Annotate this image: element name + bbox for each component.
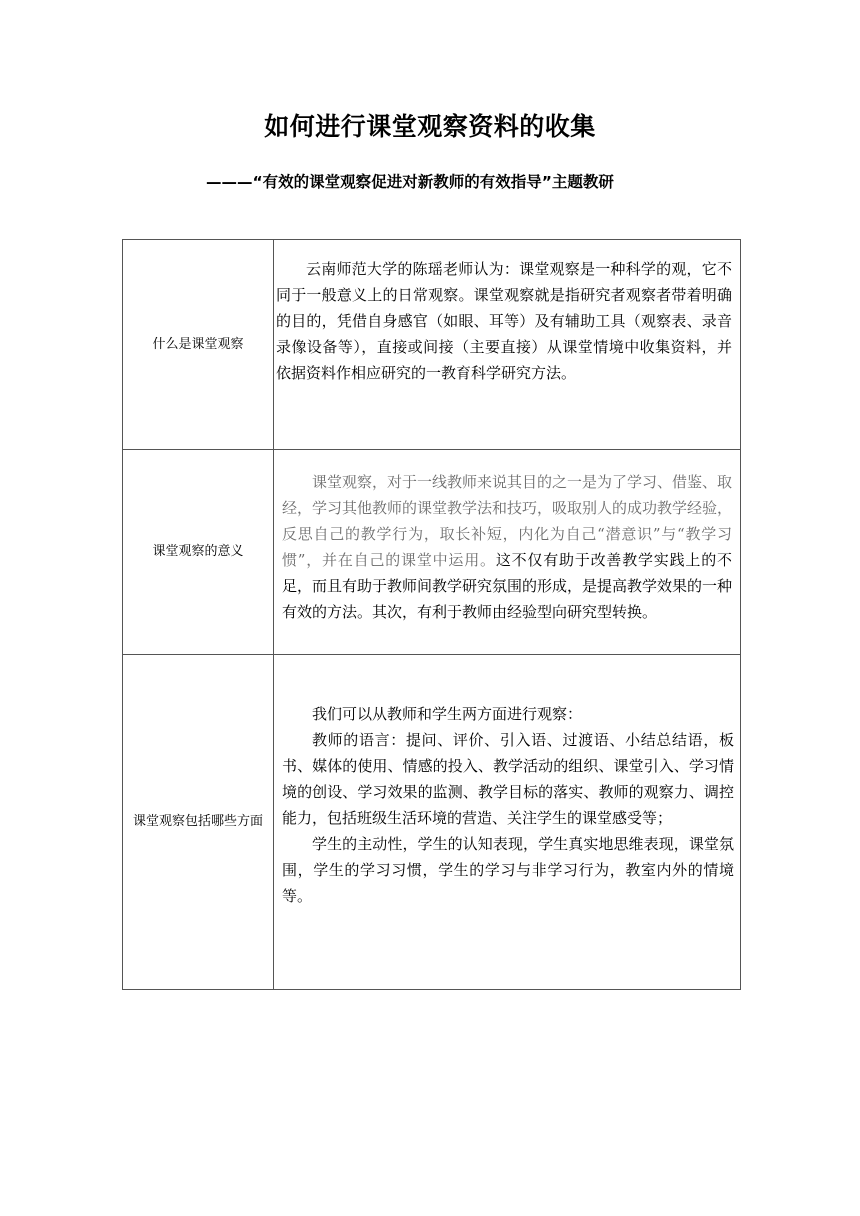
- table-row: [123, 655, 741, 990]
- row-label-aspects: 课堂观察包括哪些方面: [123, 655, 274, 990]
- paragraph: 学生的主动性，学生的认知表现，学生真实地思维表现，课堂氛围，学生的学习习惯，学生的学习与非学习行为，教室内外的情境等。: [282, 835, 734, 905]
- content-table: [122, 239, 741, 990]
- paragraph-grey-text: 课堂观察，对于一线教师来说其目的之一是为了学习、借鉴、取经，学习其他教师的课堂教学法和技巧，吸取别人的成功教学经验，反思自己的教学行为，取长补短，内化为自己“潜意识”与“教学习惯”，并在自己的课堂中运用。: [282, 473, 733, 569]
- document-title: 如何进行课堂观察资料的收集: [264, 112, 596, 141]
- paragraph: [282, 469, 732, 625]
- table-row: [123, 450, 741, 655]
- row-label-significance: 课堂观察的意义: [123, 450, 274, 655]
- paragraph: 我们可以从教师和学生两方面进行观察：: [312, 705, 583, 723]
- document-subtitle: ———“有效的课堂观察促进对新教师的有效指导”主题教研: [206, 173, 614, 191]
- row-content-aspects: [274, 655, 741, 990]
- row-label-what-is: 什么是课堂观察: [123, 240, 274, 450]
- row-content-what-is: [274, 240, 741, 450]
- paragraph: 教师的语言：提问、评价、引入语、过渡语、小结总结语，板书、媒体的使用、情感的投入、教学活动的组织、课堂引入、学习情境的创设、学习效果的监测、教学目标的落实、教师的观察力、调控能力，包括班级生活环境的营造、关注学生的课堂感受等；: [282, 731, 734, 827]
- row-content-significance: [274, 450, 741, 655]
- paragraph: 云南师范大学的陈瑶老师认为：课堂观察是一种科学的观，它不同于一般意义上的日常观察。课堂观察就是指研究者观察者带着明确的目的，凭借自身感官（如眼、耳等）及有辅助工具（观察表、录音录像设备等），直接或间接（主要直接）从课堂情境中收集资料，并依据资料作相应研究的一教育科学研究方法。: [276, 259, 732, 382]
- table-row: [123, 240, 741, 450]
- paragraph-dark-text: 这不仅有助于改善教学实践上的不足，而且有助于教师间教学研究氛围的形成，是提高教学效果的一种有效的方法。其次，有利于教师由经验型向研究型转换。: [282, 551, 733, 621]
